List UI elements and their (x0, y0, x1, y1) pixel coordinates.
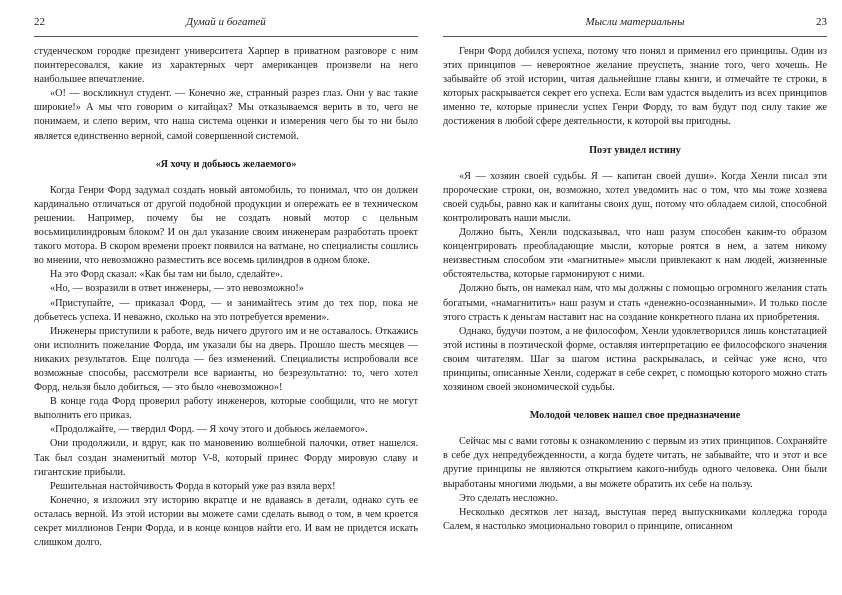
section-heading: Поэт увидел истину (589, 144, 681, 156)
header-rule-right (443, 36, 827, 37)
paragraph: Должно быть, он намекал нам, что мы должны с помощью огромного желания стать богатыми, «намагнитить» наш разум и стать «денежно-осознанными». И только после этого страсть к деньгам наставит нас на создание конкретного плана их приобретения. (443, 283, 827, 323)
paragraph: «Я — хозяин своей судьбы. Я — капитан своей души». Когда Хенли писал эти пророческие строки, он, возможно, хотел уведомить нас о том, что мы тоже хозяева своей судьбы, равно как и капитаны своих душ, потому что обладаем силой, способной контролировать наши мысли. (443, 170, 827, 224)
paragraph: Конечно, я изложил эту историю вкратце и не вдаваясь в детали, однако суть ее осталась верной. Из этой истории вы можете сами сделать вывод о том, в чем кроется секрет миллионов Генри Форда, и в конце концов найти его. И вам не придется искать слишком долго. (34, 494, 418, 549)
paragraph: «Приступайте, — приказал Форд, — и занимайтесь этим до тех пор, пока не добьетесь успеха. И неважно, сколько на это потребуется времени». (34, 297, 418, 323)
paragraph: В конце года Форд проверил работу инженеров, которые сообщили, что не могут выполнить его приказ. (34, 396, 418, 422)
paragraph: «О! — воскликнул студент. — Конечно же, странный разрез глаз. Они у вас такие широкие!» А мы что говорим о китайцах? Мы отказываемся верить в то, чего не понимаем, и слепо верим, что наша система оценки и измерения чего бы то ни было является единственно верной, самой совершенной системой. (34, 88, 418, 142)
paragraph: Инженеры приступили к работе, ведь ничего другого им и не оставалось. Откажись они исполнить пожелание Форда, им указали бы на дверь. Прошло шесть месяцев — никаких результатов. Еще полгода — без изменений. Специалисты испробовали все возможные способы, рассмотрели все варианты, но безрезультатно: то, чего хотел Форд, нельзя было добиться, — это было «невозможно»! (34, 325, 418, 394)
page-number-right: 23 (816, 16, 827, 28)
right-page-body (443, 45, 827, 534)
paragraph: Должно быть, Хенли подсказывал, что наш разум способен каким-то образом концентрировать преобладающие мысли, которые роятся в нем, а затем никому неизвестным способом эти «магнитные» мысли привлекают к нам людей, жизненные обстоятельства, которые гармонируют с ними. (443, 227, 827, 281)
paragraph: Несколько десятков лет назад, выступая перед выпускниками колледжа города Салем, я настолько эмоционально говорил о принципе, описанном (443, 506, 827, 532)
header-rule-left (34, 36, 418, 37)
paragraph: «Продолжайте, — твердил Форд. — Я хочу этого и добьюсь желаемого». (50, 424, 368, 436)
paragraph: Однако, будучи поэтом, а не философом, Хенли удовлетворился лишь констатацией этой истины в поэтической форме, оставляя интерпретацию ее философского значения своим читателям. Шаг за шагом истина раскрывалась, и сейчас уже ясно, что принципы, описанные Хенли, содержат в себе секрет, с помощью которого можно стать хозяином своей экономической судьбы. (443, 325, 827, 394)
section-heading: «Я хочу и добьюсь желаемого» (155, 158, 297, 170)
paragraph: На это Форд сказал: «Как бы там ни было, сделайте». (50, 269, 283, 281)
paragraph: Решительная настойчивость Форда в который уже раз взяла верх! (50, 480, 336, 492)
paragraph: студенческом городке президент университета Харпер в приватном разговоре с ним поинтересовался, какие из характерных черт американцев произвели на него наибольшее впечатление. (34, 46, 418, 86)
section-heading: Молодой человек нашел свое предназначение (529, 410, 741, 422)
right-page (443, 0, 827, 595)
page-number-left: 22 (34, 16, 45, 28)
paragraph: Генри Форд добился успеха, потому что понял и применил его принципы. Один из этих принципов — невероятное желание преуспеть, знание того, чего хочешь. Не забывайте об этой истории, читая дальнейшие главы книги, и отмечайте те строки, в которых раскрывается секрет его успеха. Если вам удастся выделить из всех принципов именно те, которые принесли успех Генри Форду, то вам будут под силу такие же достижения в любой сфере деятельности, к которой вы пригодны. (443, 46, 827, 128)
left-page-body (34, 45, 418, 550)
running-title-left: Думай и богатей (186, 16, 266, 28)
left-page-header (34, 12, 418, 32)
paragraph: Когда Генри Форд задумал создать новый автомобиль, то понимал, что он должен кардинально отличаться от другой подобной продукции и опережать ее в техническом решении. Например, почему бы не создать новый мотор с цельным восьмицилиндровым блоком? И он дал указание своим инженерам разработать проект такого мотора. В скором времени проект появился на ватмане, но специалисты сошлись во мнении, что невозможно разместить все восемь цилиндров в одном блоке. (34, 184, 418, 267)
right-page-header (443, 12, 827, 32)
paragraph: Сейчас мы с вами готовы к ознакомлению с первым из этих принципов. Сохраняйте в себе дух непредубежденности, а когда будете читать, не забывайте, что и этот и все другие принципы не являются открытием какого-нибудь одного человека. Они были выработаны многими людьми, а вы можете обратить их себе на пользу. (443, 436, 827, 490)
running-title-right: Мысли материальны (585, 16, 685, 28)
paragraph: Они продолжили, и вдруг, как по мановению волшебной палочки, ответ нашелся. Так был создан знаменитый мотор V-8, который принес Форду мировую славу и гигантские прибыли. (34, 438, 418, 478)
paragraph: «Но, — возразили в ответ инженеры, — это невозможно!» (50, 283, 304, 295)
left-page (34, 0, 418, 595)
paragraph: Это сделать несложно. (459, 492, 558, 504)
